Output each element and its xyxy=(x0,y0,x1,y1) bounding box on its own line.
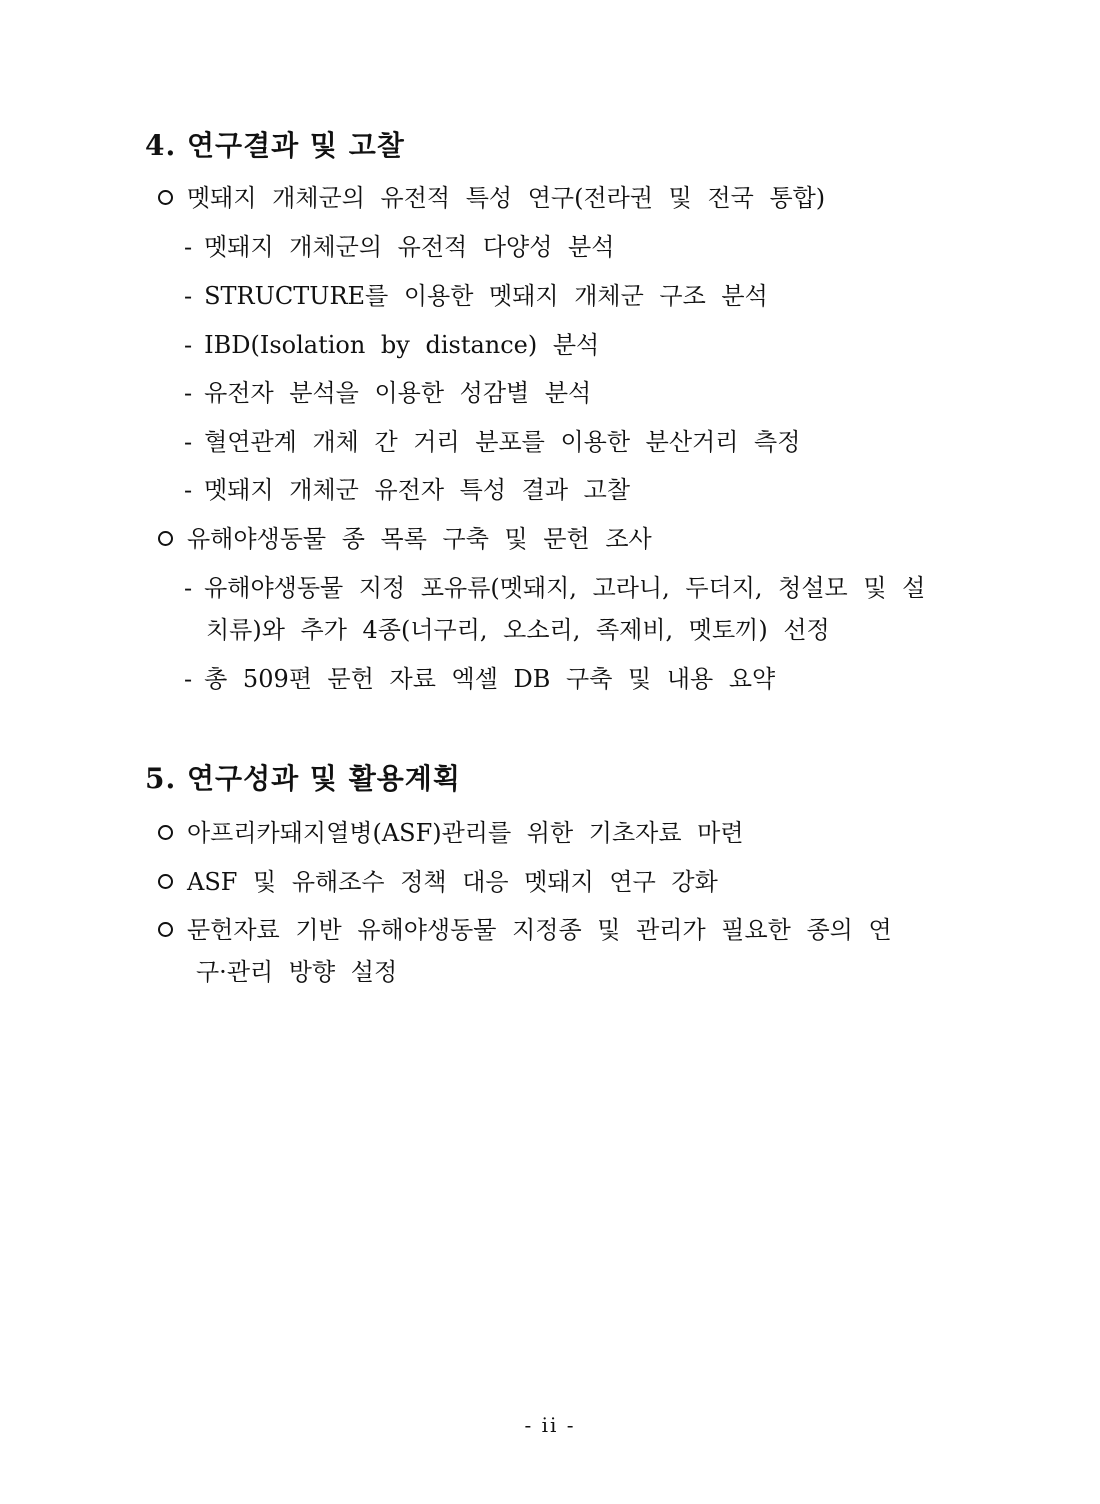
subitem-text: 유해야생동물 지정 포유류(멧돼지, 고라니, 두더지, 청설모 및 설 xyxy=(204,574,926,602)
section-4-subitem xyxy=(184,280,768,312)
section-5-bullet xyxy=(158,817,744,849)
page-number: - ii - xyxy=(524,1413,576,1437)
circle-bullet-icon xyxy=(158,190,173,205)
dash-marker: - xyxy=(184,665,193,693)
section-4-subitem xyxy=(184,426,800,458)
bullet-text: 멧돼지 개체군의 유전적 특성 연구(전라권 및 전국 통합) xyxy=(187,184,826,212)
subitem-text: 멧돼지 개체군 유전자 특성 결과 고찰 xyxy=(204,476,631,504)
section-5-bullet xyxy=(158,914,892,946)
dash-marker: - xyxy=(184,428,193,456)
circle-bullet-icon xyxy=(158,825,173,840)
bullet-text: 아프리카돼지열병(ASF)관리를 위한 기초자료 마련 xyxy=(187,819,744,847)
dash-marker: - xyxy=(184,574,193,602)
section-5-bullet-continuation: 구·관리 방향 설정 xyxy=(196,958,398,986)
subitem-text: 멧돼지 개체군의 유전적 다양성 분석 xyxy=(204,233,615,261)
section-4-subitem xyxy=(184,663,775,695)
subitem-text: 총 509편 문헌 자료 엑셀 DB 구축 및 내용 요약 xyxy=(204,665,776,693)
dash-marker: - xyxy=(184,331,193,359)
section-5-bullet xyxy=(158,866,718,898)
section-4-bullet-2 xyxy=(158,523,652,555)
section-4-subitem-continuation: 치류)와 추가 4종(너구리, 오소리, 족제비, 멧토끼) 선정 xyxy=(206,616,830,644)
circle-bullet-icon xyxy=(158,922,173,937)
section-4-subitem xyxy=(184,572,925,604)
bullet-text: 유해야생동물 종 목록 구축 및 문헌 조사 xyxy=(187,525,652,553)
dash-marker: - xyxy=(184,379,193,407)
dash-marker: - xyxy=(184,282,193,310)
circle-bullet-icon xyxy=(158,874,173,889)
section-4-bullet-1 xyxy=(158,182,825,214)
dash-marker: - xyxy=(184,233,193,261)
bullet-text: ASF 및 유해조수 정책 대응 멧돼지 연구 강화 xyxy=(187,868,718,896)
section-4-subitem xyxy=(184,329,599,361)
circle-bullet-icon xyxy=(158,531,173,546)
subitem-text: STRUCTURE를 이용한 멧돼지 개체군 구조 분석 xyxy=(204,282,768,310)
section-4-subitem xyxy=(184,377,591,409)
subitem-text: 혈연관계 개체 간 거리 분포를 이용한 분산거리 측정 xyxy=(204,428,801,456)
dash-marker: - xyxy=(184,476,193,504)
bullet-text: 문헌자료 기반 유해야생동물 지정종 및 관리가 필요한 종의 연 xyxy=(187,916,892,944)
section-5-title: 5. 연구성과 및 활용계획 xyxy=(145,762,461,795)
subitem-text: IBD(Isolation by distance) 분석 xyxy=(204,331,600,359)
section-4-title: 4. 연구결과 및 고찰 xyxy=(145,129,405,162)
section-4-subitem xyxy=(184,231,614,263)
subitem-text: 유전자 분석을 이용한 성감별 분석 xyxy=(204,379,592,407)
section-4-subitem xyxy=(184,474,630,506)
